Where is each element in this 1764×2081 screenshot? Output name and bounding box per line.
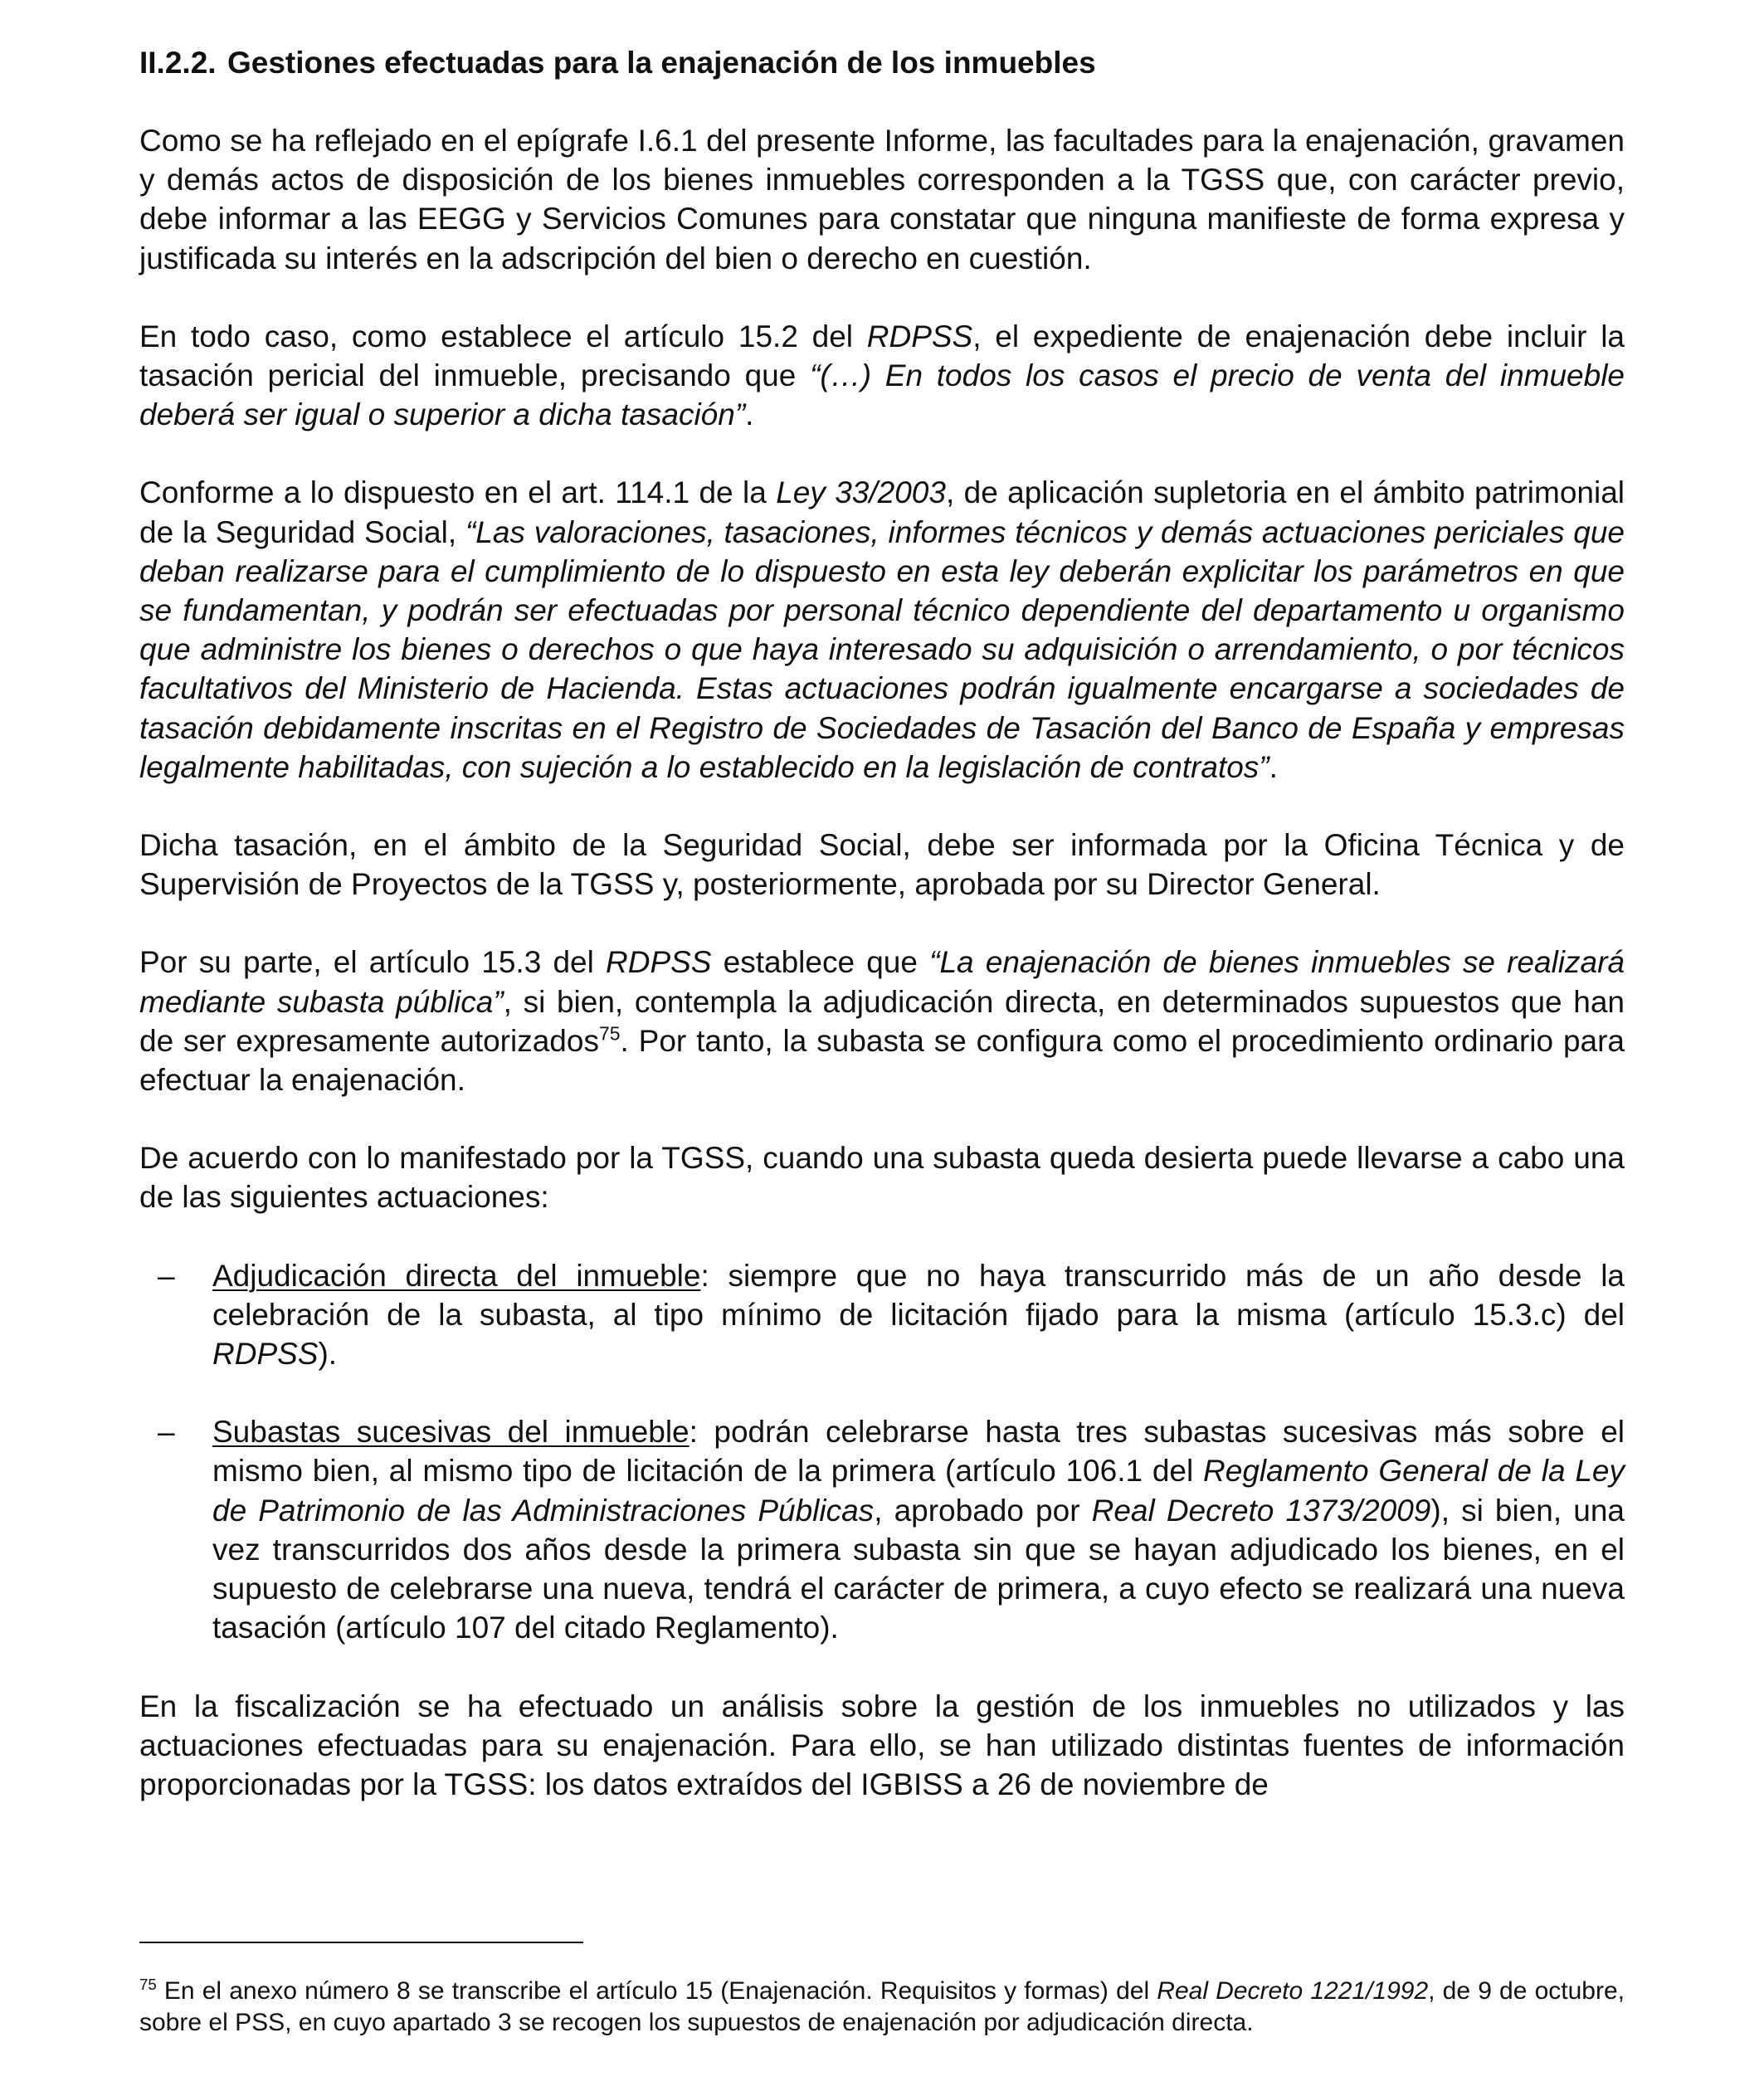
text-run: En el anexo número 8 se transcribe el artículo 15 (Enajenación. Requisitos y formas) del [156,1977,1157,2005]
text-run: , de aplicación supletoria en el ámbito patrimonial de la Seguridad Social, [139,475,1625,549]
document-body [139,121,1625,1843]
section-number: II.2.2. [139,46,217,80]
footnote-number: 75 [139,1976,157,1993]
text-run: Conforme a lo dispuesto en el art. 114.1 de la [139,475,777,510]
text-run: , si bien, contempla la adjudicación directa, en determinados supuestos que han de ser expresamente autorizados [139,984,1625,1058]
dash-bullet: – [158,1415,175,1450]
italic-ref: Reglamento General de la Ley de Patrimonio de las Administraciones Públicas [212,1454,1625,1528]
section-heading [139,43,1633,83]
paragraph-subasta-desierta: De acuerdo con lo manifestado por la TGSS, cuando una subasta queda desierta puede llevarse a cabo una de las siguientes actuaciones: [139,1141,1625,1215]
paragraph-fiscalizacion: En la fiscalización se ha efectuado un análisis sobre la gestión de los inmuebles no utilizados y las actuaciones efectuadas para su enajenación. Para ello, se han utilizado distintas fuentes de información proporcionadas por la TGSS: los datos extraídos del IGBISS a 26 de noviembre de [139,1689,1625,1801]
text-run: , aprobado por [874,1493,1092,1528]
italic-quote: “Las valoraciones, tasaciones, informes técnicos y demás actuaciones periciales que deban realizarse para el cumplimiento de lo dispuesto en esta ley deberán explicitar los parámetros en que se fundamentan, y podrán ser efectuadas por personal técnico dependiente del departamento u organismo que administre los bienes o derechos o que haya interesado su adquisición o arrendamiento, o por técnicos facultativos del Ministerio de Hacienda. Estas actuaciones podrán igualmente encargarse a sociedades de tasación debidamente inscritas en el Registro de Sociedades de Tasación del Banco de España y empresas legalmente habilitadas, con sujeción a lo establecido en la legislación de contratos” [139,514,1625,784]
italic-ref: Real Decreto 1373/2009 [1091,1493,1431,1528]
paragraph-oficina-tecnica: Dicha tasación, en el ámbito de la Seguridad Social, debe ser informada por la Oficina Técnica y de Supervisión de Proyectos de la TGSS y, posteriormente, aprobada por su Director General. [139,828,1625,902]
paragraph-facultades: Como se ha reflejado en el epígrafe I.6.1 del presente Informe, las facultades para la enajenación, gravamen y demás actos de disposición de los bienes inmuebles corresponden a la TGSS que, con carácter previo, debe informar a las EEGG y Servicios Comunes para constatar que ninguna manifieste de forma expresa y justificada su interés en la adscripción del bien o derecho en cuestión. [139,124,1625,275]
paragraph-subasta-publica [139,943,1625,1099]
footnote-separator [139,1942,583,1943]
text-run: . [745,397,754,432]
text-run: establece que [711,945,930,980]
underlined-label: Adjudicación directa del inmueble [212,1258,701,1293]
text-run: Por su parte, el artículo 15.3 del [139,945,606,980]
text-run: , de 9 de octubre, sobre el PSS, en cuyo apartado 3 se recogen los supuestos de enajenación por adjudicación directa. [139,1977,1625,2036]
dash-bullet: – [158,1258,175,1293]
paragraph-ley-33-2003 [139,473,1625,787]
text-run: , el expediente de enajenación debe incluir la tasación pericial del inmueble, precisando que [139,319,1625,393]
footnote-75 [139,1976,1625,2038]
footnote-reference[interactable]: 75 [598,1022,621,1045]
italic-ref: RDPSS [606,945,712,980]
list-item-adjudicacion-directa [139,1256,1625,1374]
text-run: . Por tanto, la subasta se configura como el procedimiento ordinario para efectuar la enajenación. [139,1023,1625,1098]
text-run: En todo caso, como establece el artículo 15.2 del [139,319,867,353]
italic-quote: “(…) En todos los casos el precio de venta del inmueble deberá ser igual o superior a dicha tasación” [139,358,1625,432]
italic-ref: RDPSS [212,1337,319,1372]
text-run: ). [318,1337,338,1372]
text-run: ), si bien, una vez transcurridos dos años desde la primera subasta sin que se hayan adjudicado los bienes, en el supuesto de celebrarse una nueva, tendrá el carácter de primera, a cuyo efecto se realizará una nueva tasación (artículo 107 del citado Reglamento). [212,1493,1625,1645]
italic-quote: “La enajenación de bienes inmuebles se realizará mediante subasta pública” [139,945,1625,1019]
italic-ref: RDPSS [866,319,973,353]
underlined-label: Subastas sucesivas del inmueble [212,1415,690,1450]
paragraph-tasacion-pericial [139,317,1625,435]
text-run: : podrán celebrarse hasta tres subastas sucesivas más sobre el mismo bien, al mismo tipo de licitación de la primera (artículo 106.1 del [212,1415,1625,1489]
text-run: . [1269,749,1278,784]
text-run: : siempre que no haya transcurrido más de un año desde la celebración de la subasta, al tipo mínimo de licitación fijado para la misma (artículo 15.3.c) del [212,1258,1625,1332]
section-title: Gestiones efectuadas para la enajenación de los inmuebles [227,46,1096,80]
italic-ref: Ley 33/2003 [776,475,946,510]
list-item-subastas-sucesivas [139,1412,1625,1647]
italic-ref: Real Decreto 1221/1992 [1157,1977,1429,2005]
actuaciones-list [139,1256,1625,1648]
